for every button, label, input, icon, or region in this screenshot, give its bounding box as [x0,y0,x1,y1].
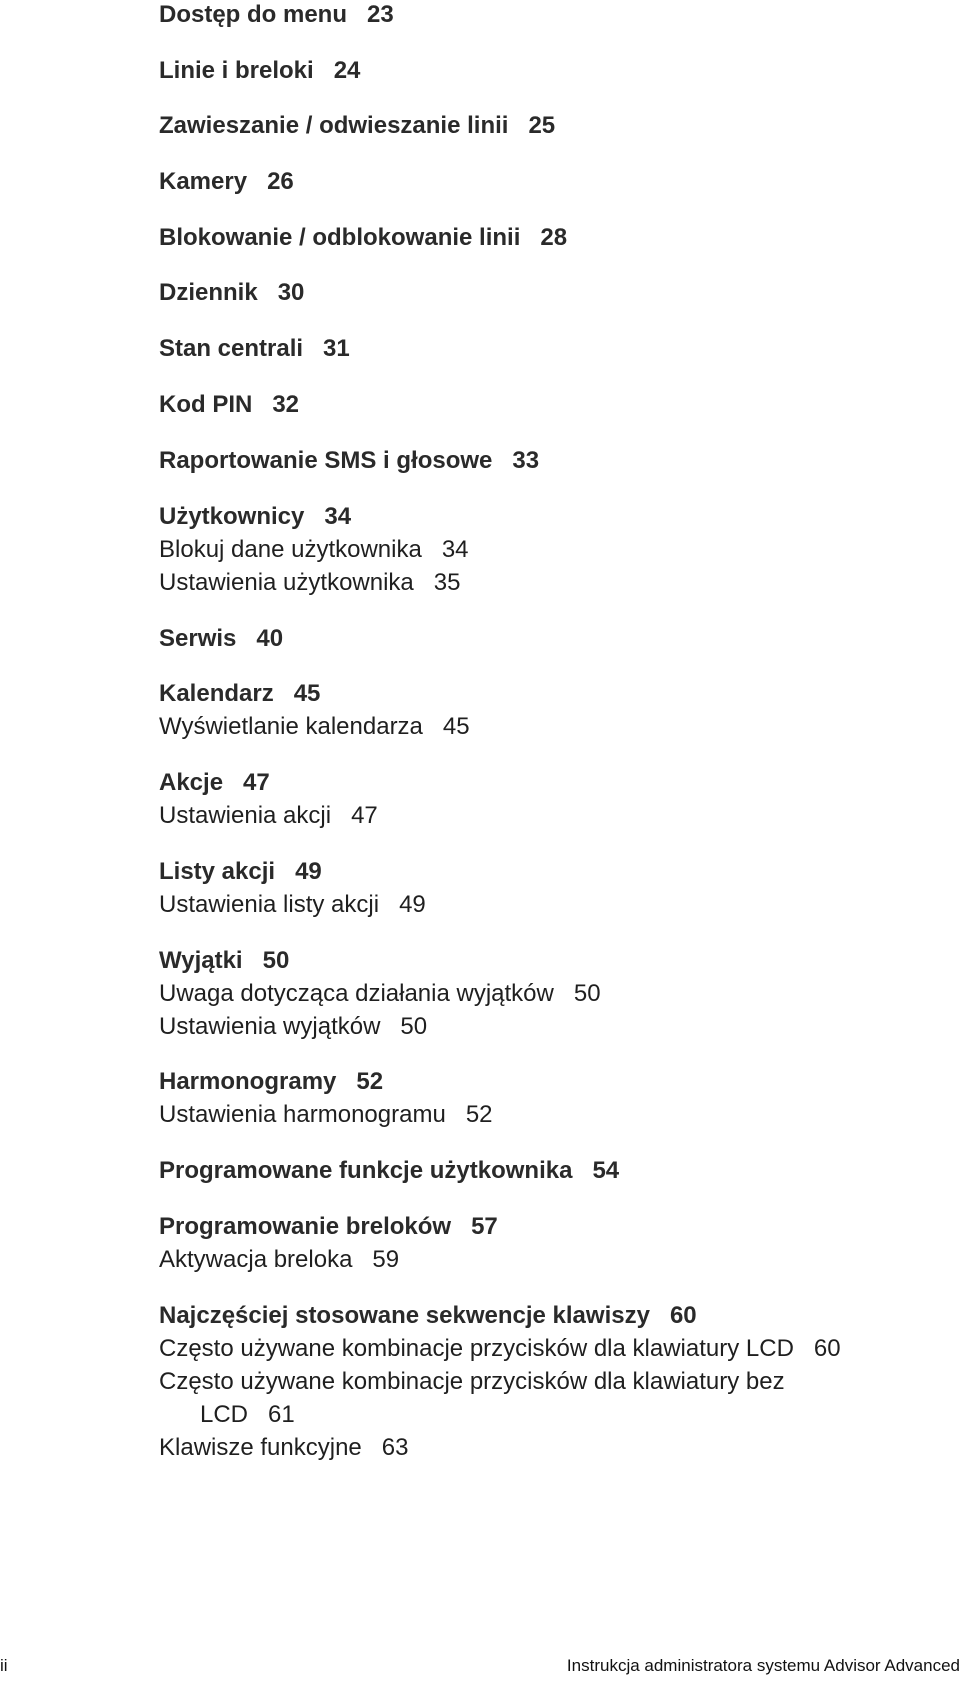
toc-entry-title: Ustawienia listy akcji [159,891,380,918]
toc-entry-page: 45 [442,713,470,740]
toc-entry-page: 34 [441,536,469,563]
toc-entry[interactable] [159,768,270,798]
toc-entry[interactable] [159,1212,498,1242]
footer-page-number: ii [0,1656,8,1675]
toc-entry-page: 52 [356,1068,384,1095]
toc-entry-page: 57 [471,1213,498,1240]
toc-entry[interactable] [159,568,460,598]
toc-entry-title: Dostęp do menu [159,1,348,28]
toc-entry-title: Programowane funkcje użytkownika [159,1157,573,1184]
toc-entry-title: Uwaga dotycząca działania wyjątków [159,980,554,1007]
toc-entry-title: Dziennik [159,279,258,306]
toc-entry-title: Akcje [159,769,224,796]
toc-entry-page: 40 [256,625,284,652]
toc-entry-title: Ustawienia użytkownika [159,569,414,596]
toc-entry-title: Listy akcji [159,858,276,885]
toc-entry-title: Wyświetlanie kalendarza [159,713,423,740]
toc-entry-page: 47 [351,802,378,829]
toc-entry[interactable] [159,1245,399,1275]
toc-entry[interactable] [159,1156,619,1186]
toc-entry-page: 32 [272,391,300,418]
toc-entry[interactable] [159,946,289,976]
toc-entry-page: 49 [295,858,322,885]
toc-entry[interactable] [159,535,469,565]
toc-entry-page: 30 [277,279,305,306]
toc-entry-title: Harmonogramy [159,1068,337,1095]
toc-entry-title: Stan centrali [159,335,304,362]
toc-entry-title: Ustawienia wyjątków [159,1013,381,1040]
toc-entry-page: 63 [381,1434,409,1461]
toc-entry-page: 50 [262,947,290,974]
toc-entry-page: 34 [324,503,352,530]
toc-entry-page: 61 [268,1401,295,1428]
toc-entry[interactable] [159,1301,697,1331]
toc-entry[interactable] [159,502,351,532]
toc-entry[interactable] [159,1433,408,1463]
toc-entry-page: 60 [669,1302,697,1329]
toc-entry[interactable] [159,111,555,141]
toc-entry-title: Zawieszanie / odwieszanie linii [159,112,509,139]
toc-entry[interactable] [159,1334,841,1364]
toc-entry-title: Programowanie breloków [159,1213,452,1240]
toc-entry-page: 28 [540,224,568,251]
toc-entry-page: 50 [400,1013,428,1040]
toc-entry-title: Często używane kombinacje przycisków dla klawiatury bez [159,1368,785,1395]
toc-entry[interactable] [159,334,350,364]
toc-entry[interactable] [159,56,360,86]
toc-entry-title: Użytkownicy [159,503,305,530]
toc-entry-title: Kalendarz [159,680,274,707]
toc-entry[interactable] [159,890,426,920]
toc-entry-title: Kod PIN [159,391,253,418]
toc-entry-page: 59 [372,1246,400,1273]
toc-entry-page: 24 [333,57,361,84]
toc-entry-page: 49 [399,891,426,918]
toc-entry[interactable] [159,1067,383,1097]
toc-entry[interactable] [159,446,539,476]
toc-entry[interactable] [159,167,294,197]
toc-entry-page: 23 [367,1,394,28]
toc-entry-title: Najczęściej stosowane sekwencje klawiszy [159,1302,650,1329]
toc-entry-title: Ustawienia harmonogramu [159,1101,446,1128]
toc-entry[interactable] [159,390,299,420]
toc-entry[interactable] [159,1012,427,1042]
toc-entry[interactable] [159,679,320,709]
toc-entry-page: 60 [813,1335,841,1362]
toc-entry-title: Wyjątki [159,947,243,974]
toc-entry-page: 25 [528,112,556,139]
toc-entry[interactable] [159,278,304,308]
toc-entry-page: 45 [293,680,321,707]
toc-entry-title: Blokowanie / odblokowanie linii [159,224,521,251]
toc-entry-title: Kamery [159,168,248,195]
footer-document-title: Instrukcja administratora systemu Advisor Advanced [566,1656,960,1675]
toc-entry[interactable] [159,801,378,831]
toc-entry-continuation-text: LCD [200,1401,249,1428]
toc-entry-page: 26 [267,168,294,195]
toc-entry-page: 52 [465,1101,493,1128]
toc-entry-page: 54 [592,1157,620,1184]
toc-entry-title: Ustawienia akcji [159,802,332,829]
toc-entry-title: Raportowanie SMS i głosowe [159,447,493,474]
toc-entry-title: Linie i breloki [159,57,314,84]
toc-entry-page: 31 [323,335,350,362]
toc-entry-page: 50 [573,980,601,1007]
toc-entry-title: Serwis [159,625,237,652]
toc-entry-page: 33 [512,447,540,474]
toc-entry[interactable] [159,857,322,887]
toc-entry-page: 35 [433,569,461,596]
toc-entry-page: 47 [243,769,270,796]
toc-entry[interactable] [159,979,601,1009]
toc-entry[interactable] [159,0,394,30]
toc-entry-title: Aktywacja breloka [159,1246,353,1273]
toc-entry[interactable] [159,1100,493,1130]
toc-entry[interactable] [159,1367,785,1428]
toc-entry[interactable] [159,223,567,253]
toc-entry[interactable] [159,712,470,742]
toc-entry-title: Klawisze funkcyjne [159,1434,362,1461]
toc-entry[interactable] [159,624,283,654]
toc-entry-title: Często używane kombinacje przycisków dla klawiatury LCD [159,1335,794,1362]
toc-entry-title: Blokuj dane użytkownika [159,536,422,563]
toc-entry-title-continuation [200,1400,295,1430]
